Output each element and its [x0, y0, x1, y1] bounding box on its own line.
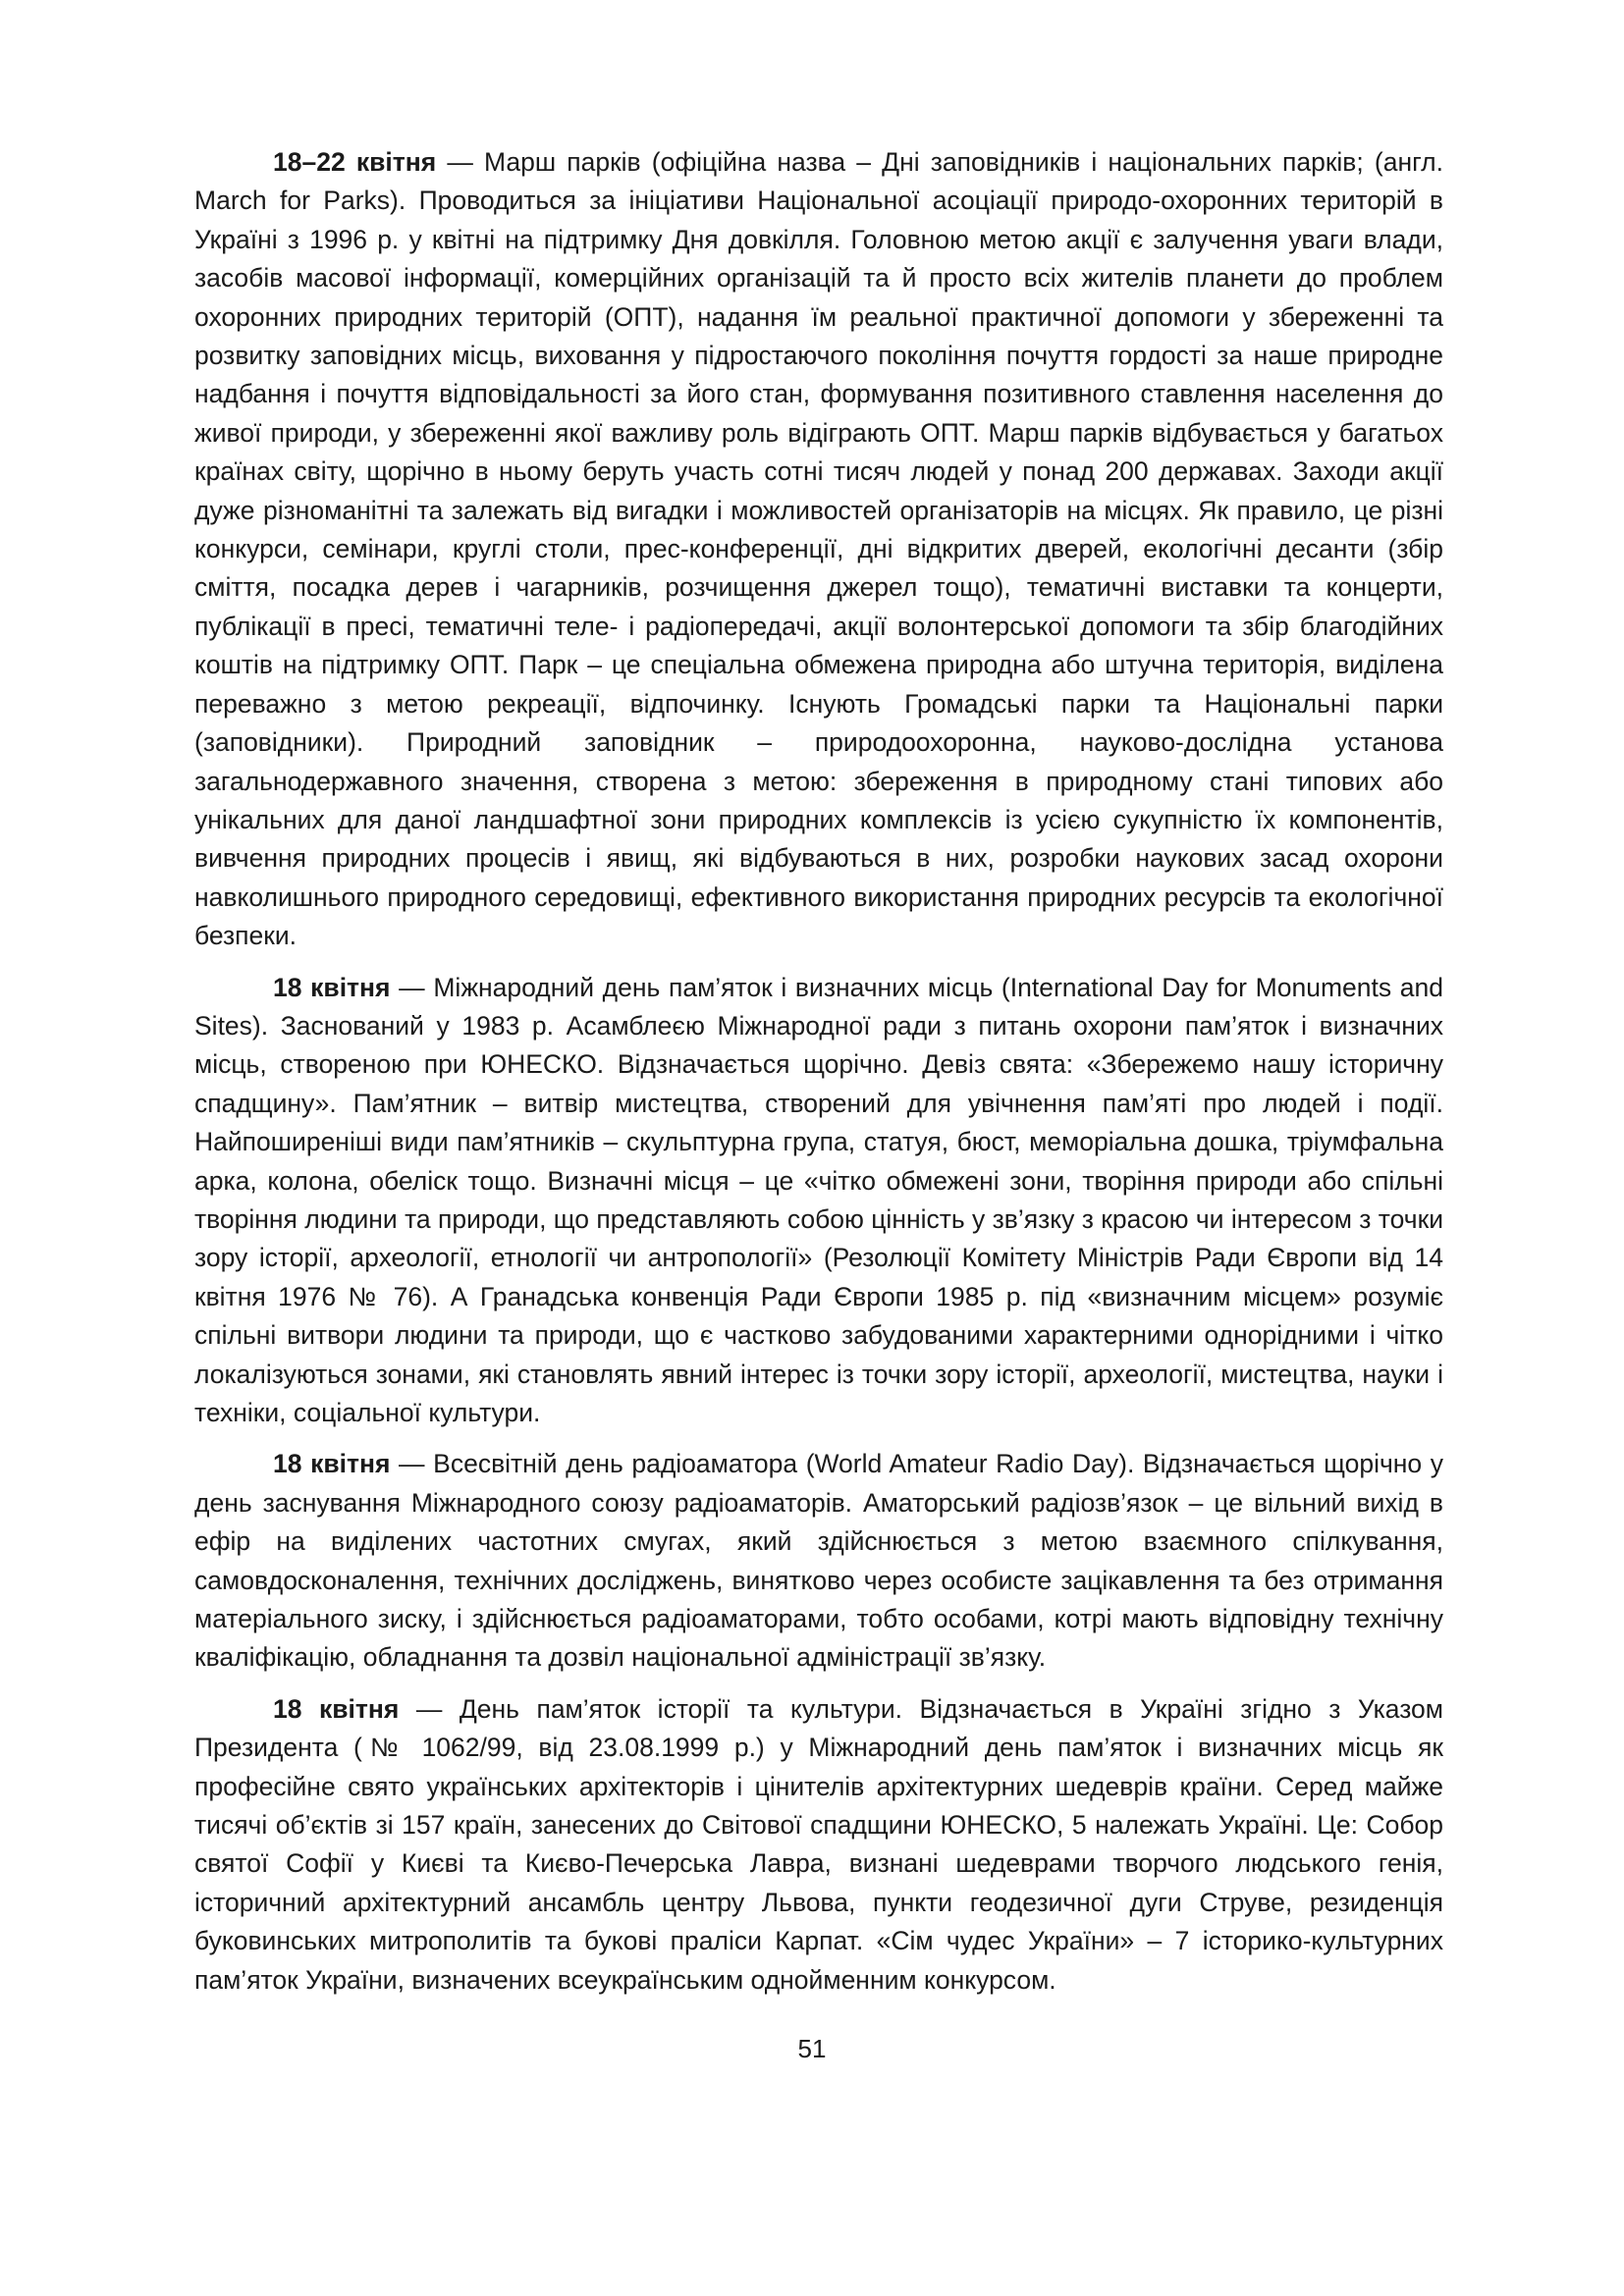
page-number: 51: [797, 2034, 827, 2063]
entry-text: — Марш парків (офіційна назва – Дні заповідників і національних парків; (англ. March for Parks). Проводиться за ініціативи Національної асоціації природо-охоронних територій в Україні з 1996 р. у квітні на підтримку Дня довкілля. Головною метою акції є залучення уваги влади, засобів масової інформації, комерційних організацій та й просто всіх жителів планети до проблем охоронних природних територій (ОПТ), надання їм реальної практичної допомоги у збереженні та розвитку заповідних місць, виховання у підростаючого покоління почуття гордості за наше природне надбання і почуття відповідальності за його стан, формування позитивного ставлення населення до живої природи, у збереженні якої важливу роль відіграють ОПТ. Марш парків відбувається у багатьох країнах світу, щорічно в ньому беруть участь сотні тисяч людей у понад 200 державах. Заходи акції дуже різноманітні та залежать від вигадки і можливостей організаторів на місцях. Як правило, це різні конкурси, семінари, круглі столи, прес-конференції, дні відкритих дверей, екологічні десанти (збір сміття, посадка дерев і чагарників, розчищення джерел тощо), тематичні виставки та концерти, публікації в пресі, тематичні теле- і радіопередачі, акції волонтерської допомоги та збір благодійних коштів на підтримку ОПТ. Парк – це спеціальна обмежена природна або штучна територія, виділена переважно з метою рекреації, відпочинку. Існують Громадські парки та Національні парки (заповідники). Природний заповідник – природоохоронна, науково-дослідна установа загальнодержавного значення, створена з метою: збереження в природному стані типових або унікальних для даної ландшафтної зони природних комплексів із усією сукупністю їх компонентів, вивчення природних процесів і явищ, які відбуваються в них, розробки наукових засад охорони навколишнього природного середовищі, ефективного використання природних ресурсів та екологічної безпеки.: [194, 147, 1443, 951]
entry-date: 18 квітня: [273, 1693, 400, 1724]
entry-date: 18–22 квітня: [273, 147, 437, 177]
entry-date: 18 квітня: [273, 972, 391, 1002]
entry-text: — День пам’яток історії та культури. Відзначається в Україні згідно з Указом Президента (№ 1062/99, від 23.08.1999 р.) у Міжнародний день пам’яток і визначних місць як професійне свято українських архітекторів і цінителів архітектурних шедеврів країни. Серед майже тисячі об’єктів зі 157 країн, занесених до Світової спадщини ЮНЕСКО, 5 належать Україні. Це: Собор святої Софії у Києві та Києво-Печерська Лавра, визнані шедеврами творчого людського генія, історичний архітектурний ансамбль центру Львова, пункти геодезичної дуги Струве, резиденція буковинських митрополитів та букові праліси Карпат. «Сім чудес України» – 7 історико-культурних пам’яток України, визначених всеукраїнським однойменним конкурсом.: [194, 1693, 1444, 1995]
entry-date: 18 квітня: [273, 1449, 391, 1479]
document-page: [194, 143, 1443, 2012]
entry-text: — Всесвітній день радіоаматора (World Amateur Radio Day). Відзначається щорічно у день заснування Міжнародного союзу радіоаматорів. Аматорський радіозв’язок – це вільний вихід в ефір на виділених частотних смугах, який здійснюється з метою взаємного спілкування, самовдосконалення, технічних досліджень, винятково через особисте зацікавлення та без отримання матеріального зиску, і здійснюється радіоаматорами, тобто особами, котрі мають відповідну технічну кваліфікацію, обладнання та дозвіл національної адміністрації зв’язку.: [194, 1449, 1443, 1673]
entry-heritage-day: [194, 1690, 1443, 2000]
entry-text: — Міжнародний день пам’яток і визначних місць (International Day for Monuments and Sites). Заснований у 1983 р. Асамблеєю Міжнародної ради з питань охорони пам’яток і визначних місць, створеною при ЮНЕСКО. Відзначається щорічно. Девіз свята: «Збережемо нашу історичну спадщину». Пам’ятник – витвір мистецтва, створений для увічнення пам’яті про людей і події. Найпоширеніші види пам’ятників – скульптурна група, статуя, бюст, меморіальна дошка, тріумфальна арка, колона, обеліск тощо. Визначні місця – це «чітко обмежені зони, творіння природи або спільні творіння людини та природи, що представляють собою цінність у зв’язку з красою чи інтересом з точки зору історії, археології, етнології чи антропології» (Резолюції Комітету Міністрів Ради Європи від 14 квітня 1976 № 76). А Гранадська конвенція Ради Європи 1985 р. під «визначним місцем» розуміє спільні витвори людини та природи, що є частково забудованими характерними однорідними і чітко локалізуються зонами, які становлять явний інтерес із точки зору історії, археології, мистецтва, науки і техніки, соціальної культури.: [194, 972, 1443, 1427]
entry-monuments-day: [194, 969, 1443, 1433]
entry-amateur-radio-day: [194, 1445, 1443, 1677]
entry-march-for-parks: [194, 143, 1443, 956]
